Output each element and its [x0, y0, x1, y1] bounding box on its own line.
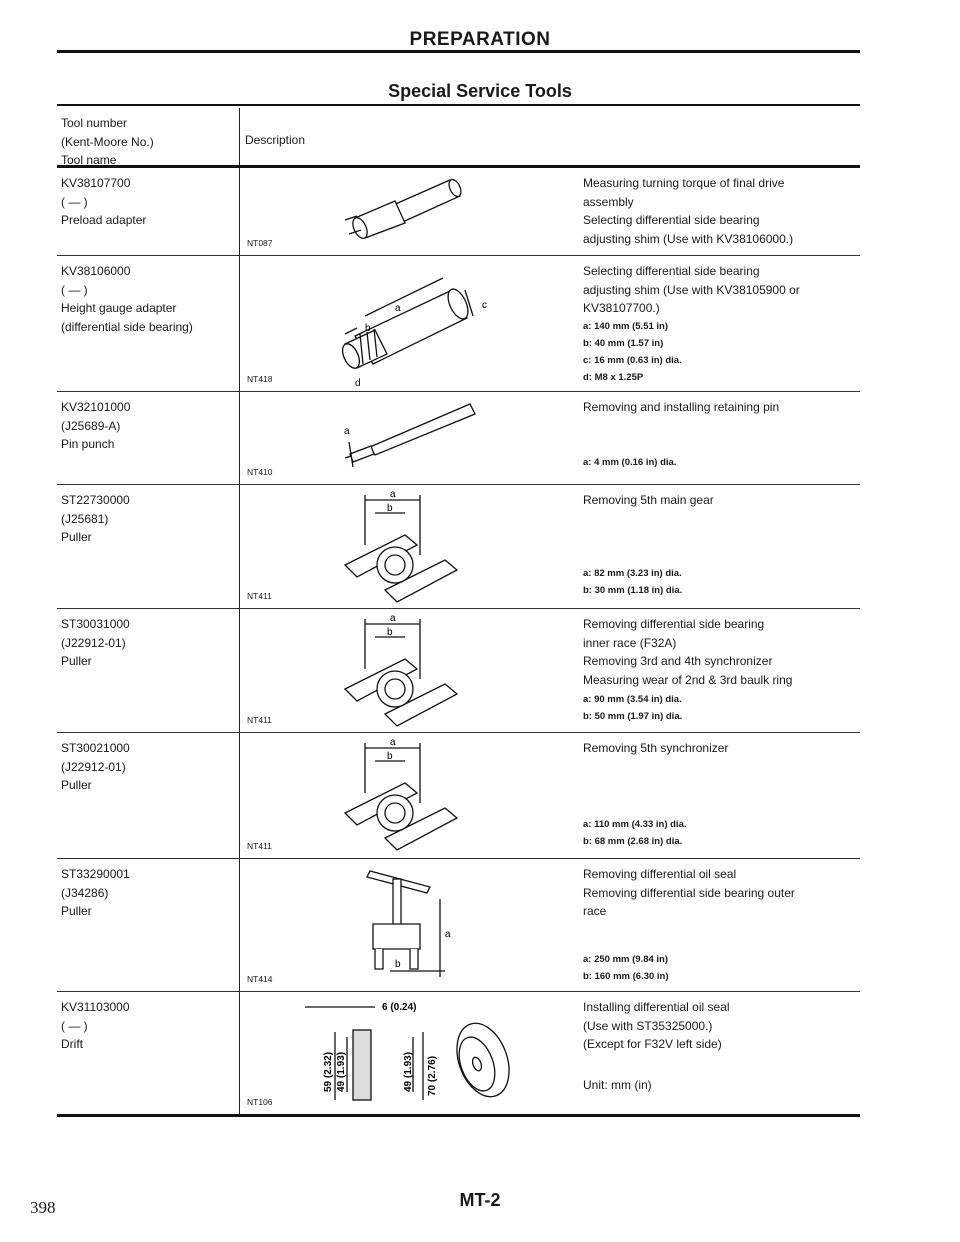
tool-number: ST30021000	[61, 741, 130, 755]
puller-drawing	[245, 733, 580, 858]
tool-name: Pin punch	[61, 437, 115, 451]
dimension-label: a	[390, 613, 396, 624]
table-row	[57, 392, 860, 485]
desc-line: Measuring turning torque of final drive	[583, 176, 785, 190]
tool-info	[57, 992, 237, 1054]
tool-info	[57, 485, 237, 547]
dimension-label: 59 (2.32)	[323, 1051, 334, 1092]
description	[583, 174, 860, 248]
desc-line: Installing differential oil seal	[583, 1000, 730, 1014]
desc-line: Selecting differential side bearing	[583, 213, 760, 227]
kent-moore-number: (J34286)	[61, 885, 109, 900]
spec-line: a: 90 mm (3.54 in) dia.	[583, 694, 682, 705]
dimension-label: 70 (2.76)	[427, 1055, 438, 1096]
dimension-label: 6 (0.24)	[382, 1002, 417, 1013]
tool-number: KV38107700	[61, 176, 131, 190]
dimension-label: b	[387, 627, 393, 638]
tool-name: Puller	[61, 778, 92, 792]
spec-line: b: 30 mm (1.18 in) dia.	[583, 584, 683, 596]
tool-illustration	[245, 168, 580, 255]
table-row	[57, 168, 860, 256]
kent-moore-number: (J25681)	[61, 511, 109, 526]
desc-line: Removing differential oil seal	[583, 867, 737, 881]
desc-line: adjusting shim (Use with KV38106000.)	[583, 231, 794, 246]
tool-number: ST22730000	[61, 493, 130, 507]
tool-info	[57, 733, 237, 795]
dimension-label: b	[365, 323, 371, 334]
spec-line: a: 4 mm (0.16 in) dia.	[583, 456, 677, 468]
puller-drawing	[245, 485, 580, 608]
figure-code: NT411	[247, 841, 272, 851]
tool-info	[57, 392, 237, 454]
description	[583, 262, 860, 386]
figure-code: NT411	[247, 591, 272, 601]
tool-info	[57, 609, 237, 671]
spec-line: b: 68 mm (2.68 in) dia.	[583, 835, 683, 847]
kent-moore-number: ( — )	[61, 282, 88, 297]
spec-line: b: 50 mm (1.97 in) dia.	[583, 711, 683, 722]
section-title: Special Service Tools	[388, 81, 572, 101]
desc-line: assembly	[583, 194, 634, 209]
dimension-label: c	[482, 300, 487, 311]
dimension-label: b	[387, 503, 393, 514]
pin-punch-drawing	[245, 392, 580, 484]
tool-number: ST33290001	[61, 867, 130, 881]
header-line: Tool number	[61, 116, 128, 130]
tool-name: Puller	[61, 530, 92, 544]
tool-name: Puller	[61, 654, 92, 668]
drift-drawing	[245, 992, 580, 1114]
dimension-label: a	[390, 737, 396, 748]
description	[583, 998, 860, 1094]
tool-name: (differential side bearing)	[61, 319, 193, 334]
tool-info	[57, 256, 237, 336]
description	[583, 865, 860, 985]
desc-line: Removing 3rd and 4th synchronizer	[583, 654, 773, 668]
spec-line: a: 140 mm (5.51 in)	[583, 320, 669, 332]
spec-line: a: 82 mm (3.23 in) dia.	[583, 567, 682, 579]
desc-line: Removing differential side bearing	[583, 617, 765, 631]
section-code: MT-2	[459, 1190, 501, 1210]
table-row	[57, 992, 860, 1117]
table-row	[57, 609, 860, 733]
kent-moore-number: ( — )	[61, 194, 88, 209]
spec-line: a: 250 mm (9.84 in)	[583, 953, 669, 965]
tool-number: ST30031000	[61, 617, 130, 631]
column-divider	[239, 168, 240, 255]
tool-name: Drift	[61, 1037, 83, 1051]
desc-line: race	[583, 904, 607, 918]
figure-code: NT411	[247, 715, 272, 725]
desc-line: Measuring wear of 2nd & 3rd baulk ring	[583, 672, 793, 687]
desc-line: Removing and installing retaining pin	[583, 400, 780, 414]
dimension-label: 49 (1.93)	[403, 1051, 414, 1092]
table-header	[57, 108, 860, 168]
table-row	[57, 859, 860, 992]
dimension-label: 49 (1.93)	[336, 1051, 347, 1092]
dimension-label: a	[344, 426, 350, 437]
tool-illustration	[245, 392, 580, 484]
tool-illustration	[245, 485, 580, 608]
desc-line: adjusting shim (Use with KV38105900 or	[583, 282, 800, 297]
figure-code: NT418	[247, 374, 273, 384]
figure-code: NT106	[247, 1097, 273, 1107]
desc-line: Selecting differential side bearing	[583, 264, 760, 278]
tool-illustration	[245, 859, 580, 991]
column-divider	[239, 108, 240, 165]
table-row	[57, 485, 860, 609]
description	[583, 491, 860, 599]
desc-line: Removing 5th synchronizer	[583, 741, 729, 755]
table-row	[57, 256, 860, 392]
header-line: (Kent-Moore No.)	[61, 134, 154, 149]
tool-number: KV38106000	[61, 264, 131, 278]
tool-illustration	[245, 256, 580, 391]
tool-number: KV31103000	[61, 1000, 130, 1014]
spec-line: a: 110 mm (4.33 in) dia.	[583, 818, 687, 830]
column-divider	[239, 256, 240, 391]
kent-moore-number: (J25689-A)	[61, 418, 121, 433]
figure-code: NT410	[247, 467, 273, 477]
description	[583, 615, 860, 725]
preload-adapter-drawing	[245, 168, 580, 255]
desc-line: (Use with ST35325000.)	[583, 1018, 713, 1033]
column-divider	[239, 485, 240, 608]
column-divider	[239, 392, 240, 484]
spec-line: c: 16 mm (0.63 in) dia.	[583, 354, 682, 366]
tool-info	[57, 168, 237, 230]
dimension-label: b	[395, 959, 401, 970]
subtitle-rule	[57, 104, 860, 106]
tool-illustration	[245, 609, 580, 732]
desc-line: Removing differential side bearing outer	[583, 885, 795, 900]
dimension-label: b	[387, 751, 393, 762]
height-gauge-adapter-drawing	[245, 256, 580, 391]
kent-moore-number: (J22912-01)	[61, 635, 126, 650]
tool-name: Height gauge adapter	[61, 301, 177, 315]
tool-number: KV32101000	[61, 400, 131, 414]
tool-name: Puller	[61, 904, 92, 918]
tool-info	[57, 859, 237, 921]
title-rule	[57, 50, 860, 53]
description	[583, 398, 860, 471]
tool-illustration	[245, 992, 580, 1114]
desc-line: inner race (F32A)	[583, 635, 677, 650]
kent-moore-number: (J22912-01)	[61, 759, 126, 774]
header-line: Tool name	[61, 153, 117, 167]
column-divider	[239, 992, 240, 1114]
kent-moore-number: ( — )	[61, 1018, 88, 1033]
t-handle-puller-drawing	[245, 859, 580, 991]
tool-column-header	[57, 108, 237, 170]
page-title: PREPARATION	[409, 29, 551, 50]
dimension-label: d	[355, 378, 361, 389]
desc-line: Removing 5th main gear	[583, 493, 714, 507]
column-divider	[239, 733, 240, 858]
desc-line: (Except for F32V left side)	[583, 1037, 722, 1051]
spec-line: b: 160 mm (6.30 in)	[583, 970, 669, 982]
spec-line: b: 40 mm (1.57 in)	[583, 337, 664, 349]
puller-drawing	[245, 609, 580, 732]
column-divider	[239, 609, 240, 732]
dimension-label: a	[390, 489, 396, 500]
column-divider	[239, 859, 240, 991]
dimension-label: a	[445, 929, 451, 940]
figure-code: NT414	[247, 974, 273, 984]
page-number: 398	[30, 1198, 56, 1217]
unit-note: Unit: mm (in)	[583, 1077, 652, 1092]
table-row	[57, 733, 860, 859]
special-service-tools-table	[57, 108, 860, 1117]
figure-code: NT087	[247, 238, 273, 248]
description-column-header: Description	[245, 133, 306, 147]
desc-line: KV38107700.)	[583, 301, 660, 315]
dimension-label: a	[395, 303, 401, 314]
tool-name: Preload adapter	[61, 213, 147, 227]
description	[583, 739, 860, 850]
spec-line: d: M8 x 1.25P	[583, 371, 644, 383]
tool-illustration	[245, 733, 580, 858]
